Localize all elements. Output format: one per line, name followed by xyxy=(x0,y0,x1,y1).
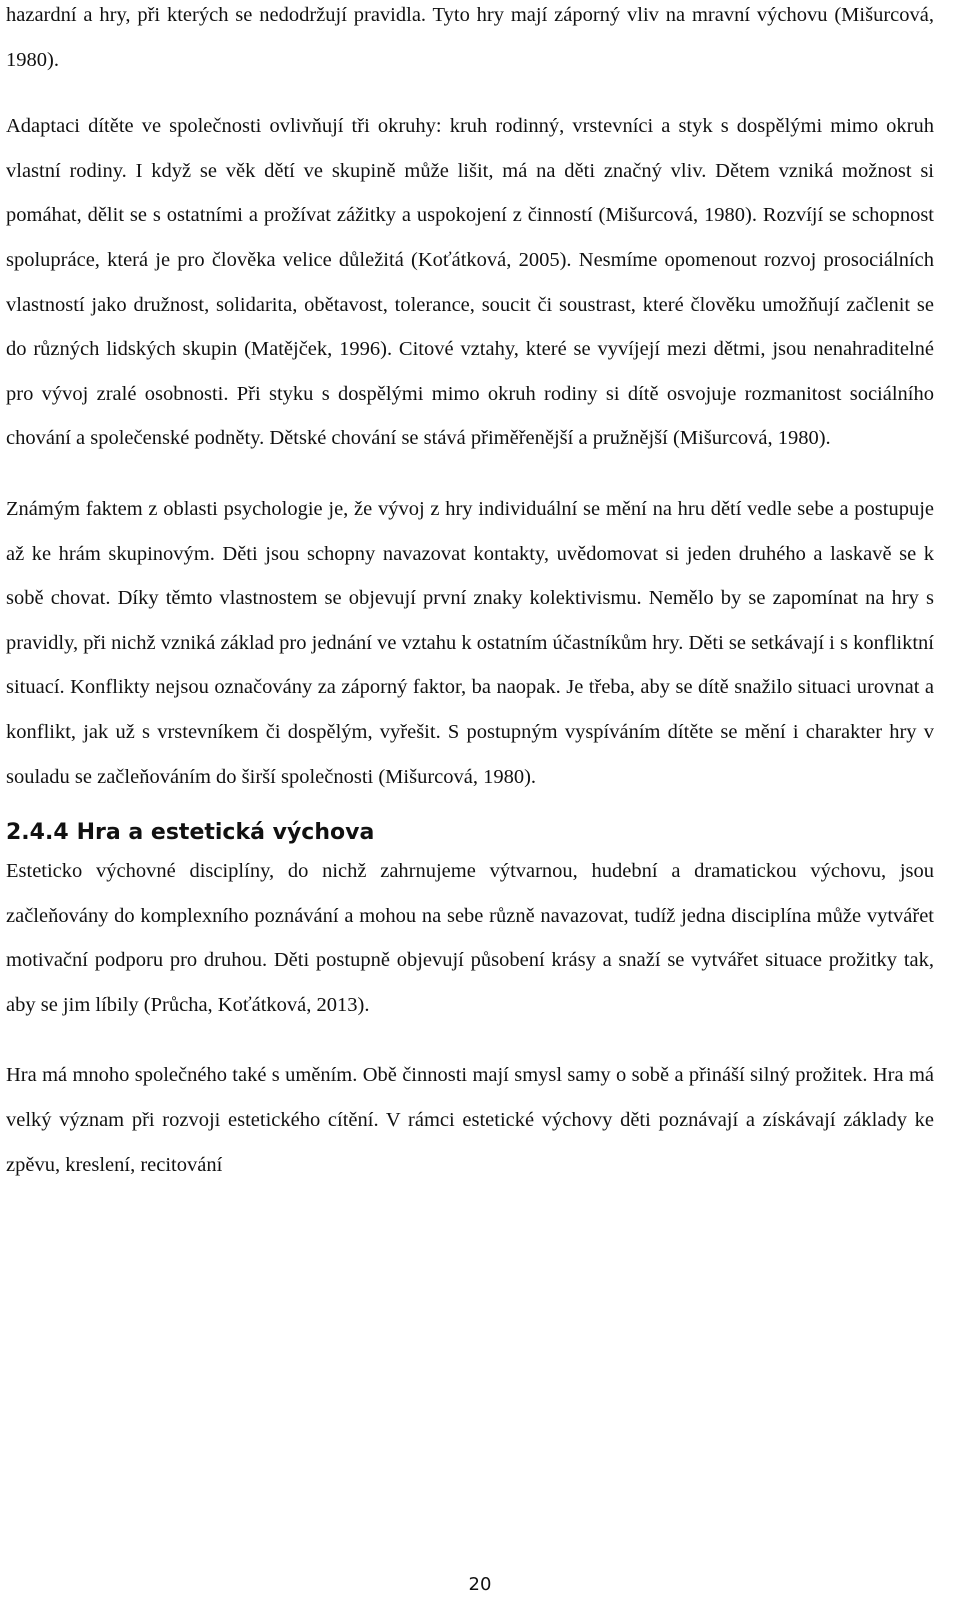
paragraph-aesthetic-disciplines: Esteticko výchovné disciplíny, do nichž zahrnujeme výtvarnou, hudební a dramatickou výchovu, jsou začleňovány do komplexního poznávání a mohou na sebe různě navazovat, tudíž jedna disciplína může vytvářet motivační podporu pro druhou. Děti postupně objevují působení krásy a snaží se vytvářet situace prožitky tak, aby se jim líbily (Průcha, Koťátková, 2013). xyxy=(6,860,934,1016)
page-number: 20 xyxy=(468,1574,492,1595)
paragraph-child-adaptation: Adaptaci dítěte ve společnosti ovlivňují tři okruhy: kruh rodinný, vrstevníci a styk s dospělými mimo okruh vlastní rodiny. I když se věk dětí ve skupině může lišit, má na děti značný vliv. Dětem vzniká možnost si pomáhat, dělit se s ostatními a prožívat zážitky a uspokojení z činností (Mišurcová, 1980). Rozvíjí se schopnost spolupráce, která je pro člověka velice důležitá (Koťátková, 2005). Nesmíme opomenout rozvoj prosociálních vlastností jako družnost, solidarita, obětavost, tolerance, soucit či soustrast, které člověku umožňují začlenit se do různých lidských skupin (Matějček, 1996). Citové vztahy, které se vyvíjejí mezi dětmi, jsou nenahraditelné pro vývoj zralé osobnosti. Při styku s dospělými mimo okruh rodiny si dítě osvojuje rozmanitost sociálního chování a společenské podněty. Dětské chování se stává přiměřenější a pružnější (Mišurcová, 1980). xyxy=(6,115,934,450)
paragraph-play-and-art: Hra má mnoho společného také s uměním. Obě činnosti mají smysl samy o sobě a přináší silný prožitek. Hra má velký význam při rozvoji estetického cítění. V rámci estetické výchovy děti poznávají a získávají základy ke zpěvu, kreslení, recitování xyxy=(6,1064,934,1176)
section-title: Hra a estetická výchova xyxy=(76,820,375,846)
section-heading xyxy=(6,817,934,849)
paragraph-games-rules: hazardní a hry, při kterých se nedodržují pravidla. Tyto hry mají záporný vliv na mravní výchovu (Mišurcová, 1980). xyxy=(6,4,934,71)
paragraph-psychology-fact: Známým faktem z oblasti psychologie je, že vývoj z hry individuální se mění na hru dětí vedle sebe a postupuje až ke hrám skupinovým. Děti jsou schopny navazovat kontakty, uvědomovat si jeden druhého a laskavě se k sobě chovat. Díky těmto vlastnostem se objevují první znaky kolektivismu. Nemělo by se zapomínat na hry s pravidly, při nichž vzniká základ pro jednání ve vztahu k ostatním účastníkům hry. Děti se setkávají i s konfliktní situací. Konflikty nejsou označovány za záporný faktor, ba naopak. Je třeba, aby se dítě snažilo situaci urovnat a konflikt, jak už s vrstevníkem či dospělým, vyřešit. S postupným vyspíváním dítěte se mění i charakter hry v souladu se začleňováním do širší společnosti (Mišurcová, 1980). xyxy=(6,497,934,788)
section-number: 2.4.4 xyxy=(6,820,69,846)
